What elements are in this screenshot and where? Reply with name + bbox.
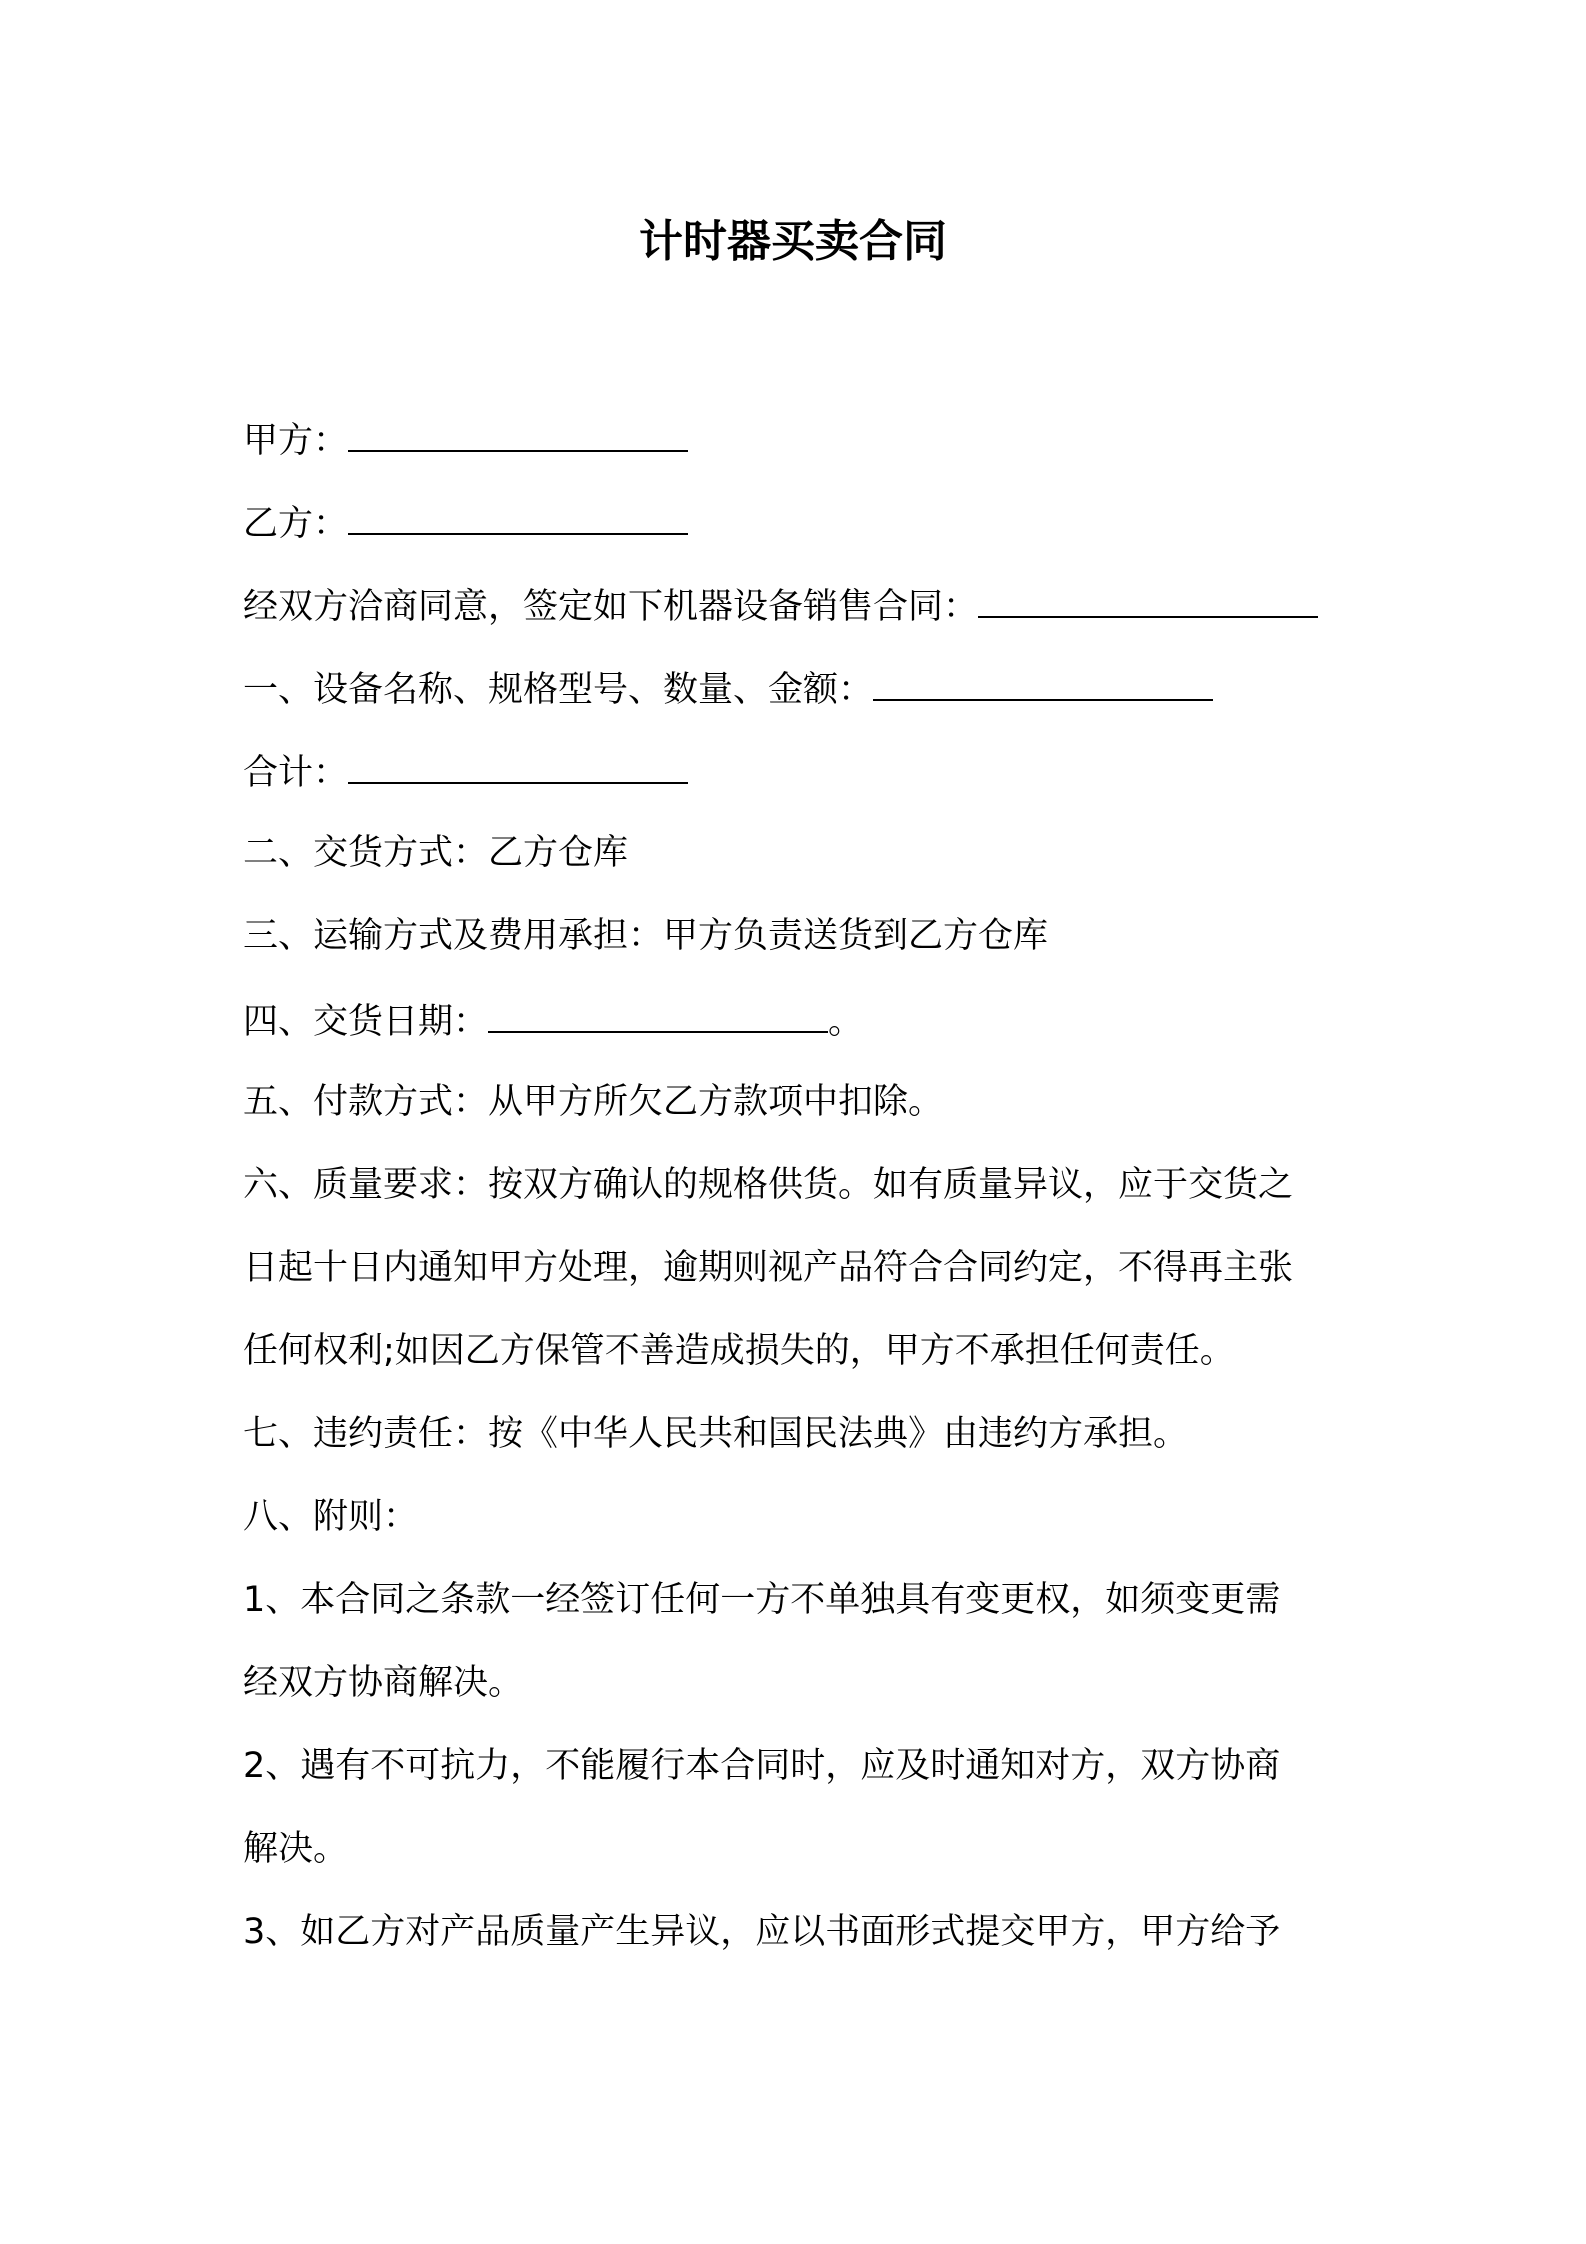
line-text: 乙方： [243, 504, 349, 544]
line-text: 1、本合同之条款一经签订任何一方不单独具有变更权，如须变更需 [243, 1580, 1281, 1620]
line-text: 经双方协商解决。 [243, 1663, 524, 1703]
line-text: 甲方： [243, 421, 349, 461]
clause-6-line-2 [243, 1240, 1363, 1323]
clause-3-line [243, 908, 1363, 991]
fill-in-blank [348, 742, 688, 784]
line-text: 经双方洽商同意，签定如下机器设备销售合同： [243, 587, 979, 627]
line-text: 七、违约责任：按《中华人民共和国民法典》由违约方承担。 [243, 1414, 1189, 1454]
line-text: 一、设备名称、规格型号、数量、金额： [243, 670, 874, 710]
line-text: 五、付款方式：从甲方所欠乙方款项中扣除。 [243, 1082, 944, 1122]
fill-in-blank [348, 410, 688, 452]
fill-in-blank [348, 493, 688, 535]
clause-2-line [243, 825, 1363, 908]
clause-1-line [243, 659, 1363, 742]
clause-6-line-3 [243, 1323, 1363, 1406]
document-title: 计时器买卖合同 [639, 216, 947, 267]
agreement-intro-line [243, 576, 1363, 659]
fill-in-blank [488, 991, 828, 1033]
line-text: 六、质量要求：按双方确认的规格供货。如有质量异议，应于交货之 [243, 1165, 1294, 1205]
annex-item-2-line-1 [243, 1738, 1363, 1821]
line-text: 八、附则： [243, 1497, 419, 1537]
clause-6-line-1 [243, 1157, 1363, 1240]
annex-item-1-line-1 [243, 1572, 1363, 1655]
line-text: 任何权利;如因乙方保管不善造成损失的，甲方不承担任何责任。 [243, 1331, 1235, 1371]
clause-8-heading [243, 1489, 1363, 1572]
fill-in-blank [978, 576, 1318, 618]
line-text: 3、如乙方对产品质量产生异议，应以书面形式提交甲方，甲方给予 [243, 1912, 1281, 1952]
line-text: 日起十日内通知甲方处理，逾期则视产品符合合同约定，不得再主张 [243, 1248, 1294, 1288]
line-text: 合计： [243, 753, 349, 793]
party-b-line [243, 493, 1363, 576]
annex-item-3-line-1 [243, 1904, 1363, 1987]
annex-item-1-line-2 [243, 1655, 1363, 1738]
fill-in-blank [873, 659, 1213, 701]
line-text: 三、运输方式及费用承担：甲方负责送货到乙方仓库 [243, 916, 1049, 956]
line-text: 解决。 [243, 1829, 349, 1869]
line-text: 2、遇有不可抗力，不能履行本合同时，应及时通知对方，双方协商 [243, 1746, 1281, 1786]
line-suffix: 。 [828, 1002, 864, 1042]
annex-item-2-line-2 [243, 1821, 1363, 1904]
clause-4-line [243, 991, 1363, 1074]
line-text: 四、交货日期： [243, 1002, 489, 1042]
document-body [243, 410, 1363, 1987]
line-text: 二、交货方式：乙方仓库 [243, 833, 629, 873]
total-line [243, 742, 1363, 825]
party-a-line [243, 410, 1363, 493]
clause-5-line [243, 1074, 1363, 1157]
clause-7-line [243, 1406, 1363, 1489]
